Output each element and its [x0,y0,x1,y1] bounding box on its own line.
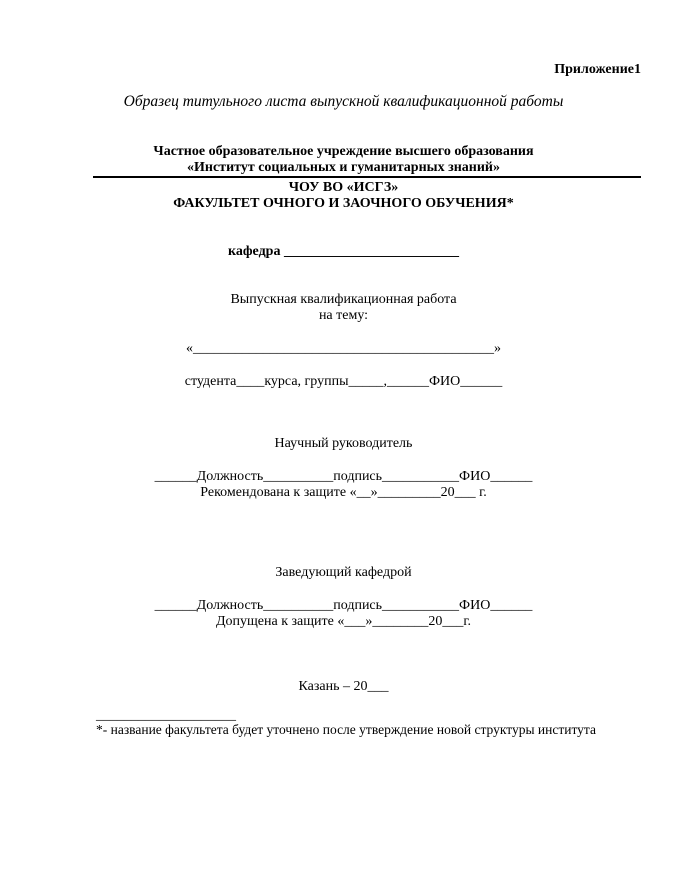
head-of-department-title: Заведующий кафедрой [275,565,412,580]
supervisor-fields: ______Должность__________подпись___________ФИО______ [154,469,533,484]
work-type: Выпускная квалификационная работа [230,292,457,307]
student-info: студента____курса, группы_____,______ФИО______ [184,374,503,389]
recommended-for-defense: Рекомендована к защите «__»_________20___ г. [200,485,487,500]
admitted-to-defense: Допущена к защите «___»________20___г. [215,614,472,629]
city-year: Казань – 20___ [298,679,389,694]
work-topic-label: на тему: [318,308,369,323]
supervisor-title: Научный руководитель [274,436,413,451]
department-line [0,244,687,260]
department-blank: _________________________ [283,244,459,259]
footnote-separator: ____________________ [96,708,236,723]
appendix-label: Приложение1 [554,62,641,77]
institution-abbreviation: ЧОУ ВО «ИСГЗ» [288,180,399,195]
work-topic-blank: «___________________________________________» [186,341,501,356]
institution-name-quoted: «Институт социальных и гуманитарных знаний» [187,160,500,175]
faculty-name: ФАКУЛЬТЕТ ОЧНОГО И ЗАОЧНОГО ОБУЧЕНИЯ* [173,196,514,211]
header-divider [93,176,641,178]
institution-name: Частное образовательное учреждение высшего образования [153,144,534,159]
head-of-department-fields: ______Должность__________подпись___________ФИО______ [154,598,533,613]
sample-title: Образец титульного листа выпускной квалификационной работы [123,93,564,110]
footnote-text: *- название факультета будет уточнено после утверждение новой структуры института [96,722,596,737]
department-label: кафедра [228,244,284,259]
